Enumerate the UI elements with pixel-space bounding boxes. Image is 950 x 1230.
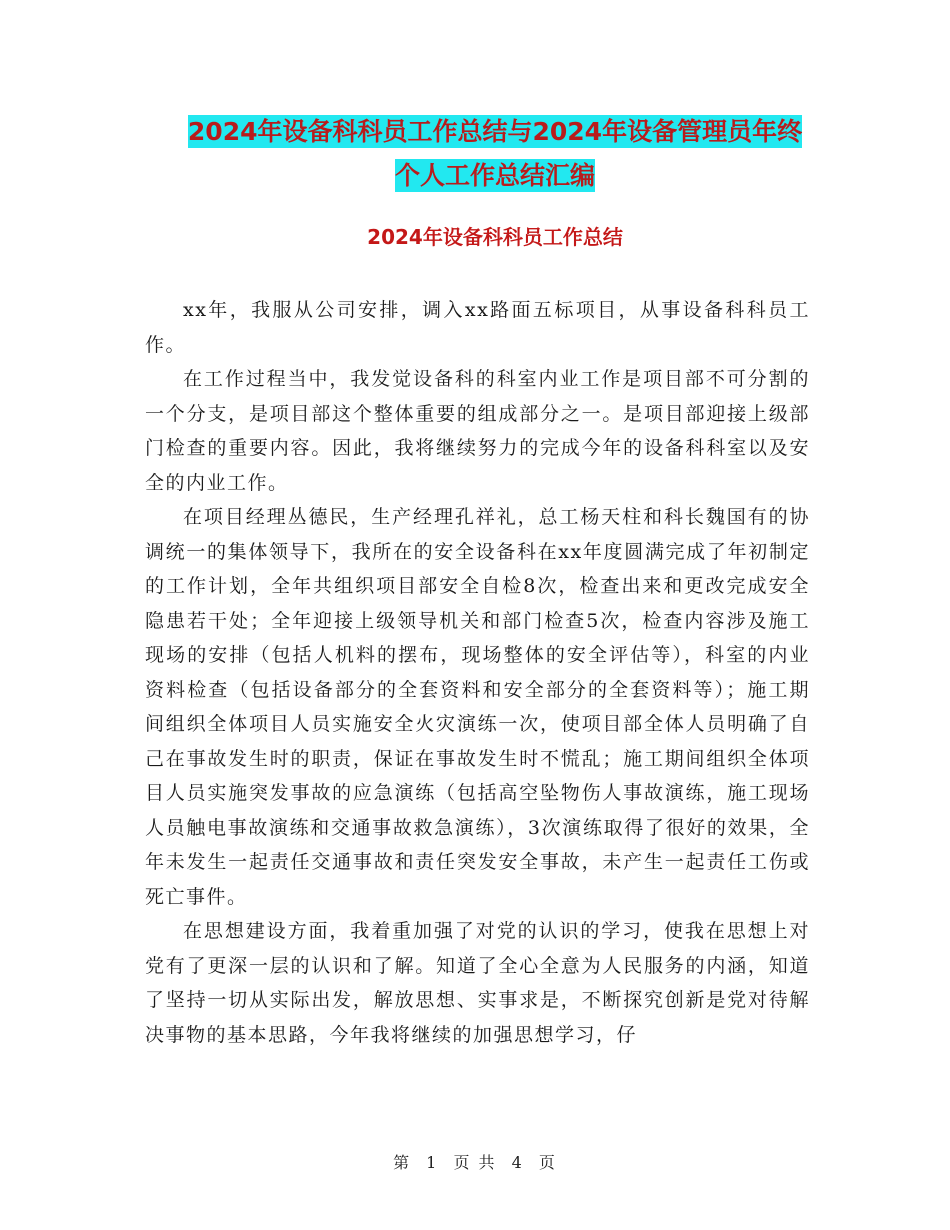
- paragraph: xx年，我服从公司安排，调入xx路面五标项目，从事设备科科员工作。: [145, 299, 810, 356]
- footer-suffix: 页: [538, 1153, 557, 1172]
- document-body: [145, 293, 810, 1052]
- document-title-text-1: 2024年设备科科员工作总结与2024年设备管理员年终: [187, 117, 803, 146]
- paragraph: 在思想建设方面，我着重加强了对党的认识的学习，使我在思想上对党有了更深一层的认识和了解。知道了全心全意为人民服务的内涵，知道了坚持一切从实际出发，解放思想、实事求是，不断探究创新是党对待解决事物的基本思路，今年我将继续的加强思想学习，仔: [145, 920, 810, 1046]
- document-title-text-2: 个人工作总结汇编: [394, 161, 595, 190]
- page-footer: [0, 1150, 950, 1173]
- footer-page-number: 1: [426, 1153, 439, 1172]
- paragraph: 在工作过程当中，我发觉设备科的科室内业工作是项目部不可分割的一个分支，是项目部这个整体重要的组成部分之一。是项目部迎接上级部门检查的重要内容。因此，我将继续努力的完成今年的设备科科室以及安全的内业工作。: [145, 368, 810, 494]
- section-title: 2024年设备科科员工作总结: [367, 225, 623, 249]
- document-title-line-1: [140, 110, 850, 154]
- document-title-line-2: [140, 154, 850, 198]
- footer-total-pages: 4: [511, 1153, 524, 1172]
- footer-middle: 页 共: [453, 1153, 497, 1172]
- paragraph: 在项目经理丛德民，生产经理孔祥礼，总工杨天柱和科长魏国有的协调统一的集体领导下，我所在的安全设备科在xx年度圆满完成了年初制定的工作计划，全年共组织项目部安全自检8次，检查出来和更改完成安全隐患若干处；全年迎接上级领导机关和部门检查5次，检查内容涉及施工现场的安排（包括人机料的摆布，现场整体的安全评估等），科室的内业资料检查（包括设备部分的全套资料和安全部分的全套资料等）；施工期间组织全体项目人员实施安全火灾演练一次，使项目部全体人员明确了自己在事故发生时的职责，保证在事故发生时不慌乱；施工期间组织全体项目人员实施突发事故的应急演练（包括高空坠物伤人事故演练，施工现场人员触电事故演练和交通事故救急演练），3次演练取得了很好的效果，全年未发生一起责任交通事故和责任突发安全事故，未产生一起责任工伤或死亡事件。: [145, 506, 810, 908]
- footer-prefix: 第: [393, 1153, 412, 1172]
